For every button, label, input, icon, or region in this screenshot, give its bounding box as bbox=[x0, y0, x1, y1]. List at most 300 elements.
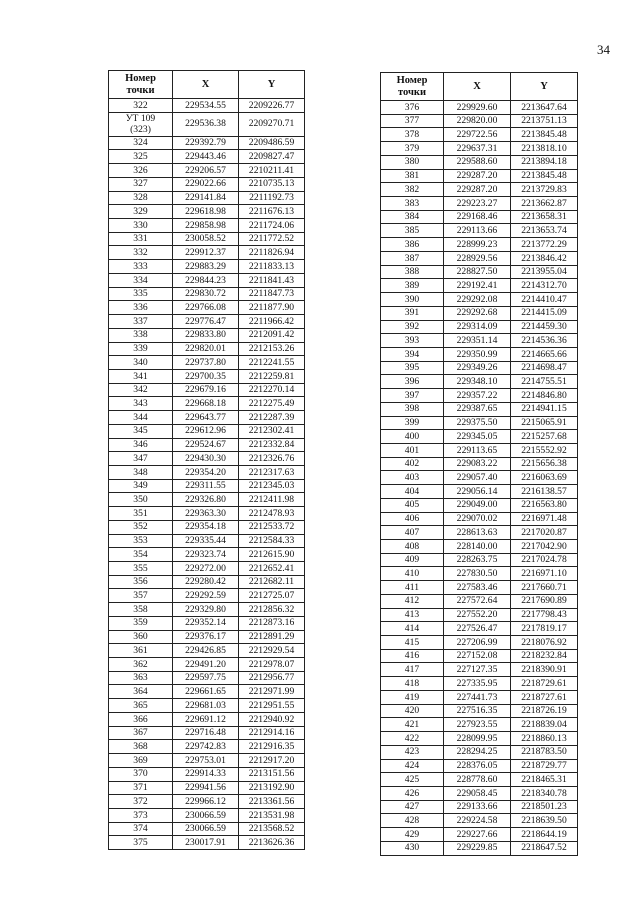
cell-y: 2213751.13 bbox=[511, 114, 578, 128]
table-row bbox=[109, 589, 305, 603]
cell-x: 229491.20 bbox=[173, 658, 239, 672]
cell-y: 2212891.29 bbox=[239, 630, 305, 644]
cell-x: 228294.25 bbox=[444, 745, 511, 759]
cell-point-number: 389 bbox=[381, 279, 444, 293]
cell-point-number: 370 bbox=[109, 767, 173, 781]
cell-point-number: 371 bbox=[109, 781, 173, 795]
header-x: X bbox=[444, 73, 511, 101]
cell-point-number: 357 bbox=[109, 589, 173, 603]
cell-x: 228263.75 bbox=[444, 553, 511, 567]
table-row bbox=[109, 712, 305, 726]
cell-x: 229524.67 bbox=[173, 438, 239, 452]
cell-x: 229643.77 bbox=[173, 411, 239, 425]
cell-y: 2212951.55 bbox=[239, 699, 305, 713]
cell-point-number: 386 bbox=[381, 238, 444, 252]
cell-point-number: 430 bbox=[381, 841, 444, 855]
table-row bbox=[109, 438, 305, 452]
cell-point-number: 415 bbox=[381, 636, 444, 650]
cell-point-number: 377 bbox=[381, 114, 444, 128]
cell-y: 2212856.32 bbox=[239, 603, 305, 617]
cell-y: 2212584.33 bbox=[239, 534, 305, 548]
cell-y: 2218727.61 bbox=[511, 690, 578, 704]
cell-y: 2218501.23 bbox=[511, 800, 578, 814]
cell-point-number: 422 bbox=[381, 732, 444, 746]
cell-x: 228827.50 bbox=[444, 265, 511, 279]
cell-x: 229326.80 bbox=[173, 493, 239, 507]
cell-y: 2212345.03 bbox=[239, 479, 305, 493]
table-row bbox=[109, 99, 305, 113]
table-row bbox=[109, 658, 305, 672]
cell-y: 2214410.47 bbox=[511, 293, 578, 307]
table-row bbox=[109, 836, 305, 850]
cell-x: 229929.60 bbox=[444, 101, 511, 115]
cell-point-number: 394 bbox=[381, 347, 444, 361]
table-row bbox=[381, 347, 578, 361]
cell-x: 229883.29 bbox=[173, 260, 239, 274]
cell-x: 227206.99 bbox=[444, 636, 511, 650]
cell-x: 229329.80 bbox=[173, 603, 239, 617]
table-row bbox=[381, 306, 578, 320]
table-row bbox=[381, 101, 578, 115]
table-row bbox=[381, 594, 578, 608]
cell-point-number: 331 bbox=[109, 232, 173, 246]
cell-point-number: 332 bbox=[109, 246, 173, 260]
cell-y: 2214941.15 bbox=[511, 402, 578, 416]
cell-y: 2213818.10 bbox=[511, 142, 578, 156]
header-x: X bbox=[173, 71, 239, 99]
cell-y: 2210735.13 bbox=[239, 177, 305, 191]
cell-y: 2213662.87 bbox=[511, 197, 578, 211]
cell-point-number: 340 bbox=[109, 356, 173, 370]
cell-x: 229681.03 bbox=[173, 699, 239, 713]
cell-x: 229637.31 bbox=[444, 142, 511, 156]
table-row bbox=[109, 493, 305, 507]
cell-point-number: 374 bbox=[109, 822, 173, 836]
table-row bbox=[381, 197, 578, 211]
table-row bbox=[109, 315, 305, 329]
table-row bbox=[381, 183, 578, 197]
table-row bbox=[109, 397, 305, 411]
cell-point-number: 345 bbox=[109, 424, 173, 438]
table-row bbox=[109, 685, 305, 699]
cell-point-number: 418 bbox=[381, 677, 444, 691]
cell-x: 229820.00 bbox=[444, 114, 511, 128]
cell-x: 229363.30 bbox=[173, 507, 239, 521]
cell-x: 229280.42 bbox=[173, 575, 239, 589]
table-row bbox=[109, 219, 305, 233]
cell-x: 229742.83 bbox=[173, 740, 239, 754]
cell-point-number: 412 bbox=[381, 594, 444, 608]
cell-point-number: 335 bbox=[109, 287, 173, 301]
cell-y: 2218726.19 bbox=[511, 704, 578, 718]
cell-y: 2212873.16 bbox=[239, 616, 305, 630]
cell-point-number: 387 bbox=[381, 251, 444, 265]
table-row bbox=[109, 726, 305, 740]
cell-y: 2213955.04 bbox=[511, 265, 578, 279]
cell-x: 229534.55 bbox=[173, 99, 239, 113]
cell-x: 229287.20 bbox=[444, 183, 511, 197]
cell-point-number: 359 bbox=[109, 616, 173, 630]
cell-x: 228376.05 bbox=[444, 759, 511, 773]
cell-x: 229083.22 bbox=[444, 457, 511, 471]
table-row bbox=[381, 224, 578, 238]
cell-y: 2214665.66 bbox=[511, 347, 578, 361]
cell-point-number: 360 bbox=[109, 630, 173, 644]
cell-x: 228778.60 bbox=[444, 773, 511, 787]
cell-x: 229597.75 bbox=[173, 671, 239, 685]
table-row bbox=[109, 411, 305, 425]
table-row bbox=[381, 210, 578, 224]
page-number: 34 bbox=[597, 42, 610, 57]
cell-y: 2213845.48 bbox=[511, 128, 578, 142]
table-row bbox=[381, 471, 578, 485]
table-row bbox=[381, 732, 578, 746]
table-row bbox=[381, 169, 578, 183]
cell-y: 2212287.39 bbox=[239, 411, 305, 425]
cell-y: 2212533.72 bbox=[239, 520, 305, 534]
cell-x: 229229.85 bbox=[444, 841, 511, 855]
cell-point-number: 337 bbox=[109, 315, 173, 329]
table-row bbox=[109, 520, 305, 534]
table-row bbox=[109, 191, 305, 205]
cell-x: 229070.02 bbox=[444, 512, 511, 526]
cell-x: 229668.18 bbox=[173, 397, 239, 411]
table-row bbox=[109, 112, 305, 136]
cell-point-number: 346 bbox=[109, 438, 173, 452]
table-row bbox=[381, 114, 578, 128]
table-row bbox=[381, 485, 578, 499]
table-row bbox=[381, 361, 578, 375]
cell-point-number: 322 bbox=[109, 99, 173, 113]
table-row bbox=[381, 690, 578, 704]
table-row bbox=[109, 177, 305, 191]
table-row bbox=[381, 512, 578, 526]
table-row bbox=[381, 457, 578, 471]
cell-y: 2215656.38 bbox=[511, 457, 578, 471]
cell-y: 2211847.73 bbox=[239, 287, 305, 301]
cell-x: 229914.33 bbox=[173, 767, 239, 781]
table-row bbox=[381, 279, 578, 293]
cell-y: 2212302.41 bbox=[239, 424, 305, 438]
cell-point-number: 390 bbox=[381, 293, 444, 307]
table-row bbox=[381, 251, 578, 265]
cell-point-number: 419 bbox=[381, 690, 444, 704]
cell-point-number: 392 bbox=[381, 320, 444, 334]
cell-point-number: 353 bbox=[109, 534, 173, 548]
table-row bbox=[109, 287, 305, 301]
header-point-number: Номер точки bbox=[109, 71, 173, 99]
cell-y: 2216971.48 bbox=[511, 512, 578, 526]
table-row bbox=[109, 795, 305, 809]
cell-y: 2212914.16 bbox=[239, 726, 305, 740]
table-row bbox=[381, 402, 578, 416]
cell-point-number: 414 bbox=[381, 622, 444, 636]
table-row bbox=[381, 389, 578, 403]
cell-point-number: 333 bbox=[109, 260, 173, 274]
table-row bbox=[381, 320, 578, 334]
table-row bbox=[381, 238, 578, 252]
cell-point-number: 400 bbox=[381, 430, 444, 444]
cell-x: 229292.08 bbox=[444, 293, 511, 307]
cell-y: 2212725.07 bbox=[239, 589, 305, 603]
cell-y: 2211826.94 bbox=[239, 246, 305, 260]
cell-point-number: 405 bbox=[381, 498, 444, 512]
cell-point-number: 355 bbox=[109, 562, 173, 576]
cell-y: 2215065.91 bbox=[511, 416, 578, 430]
cell-y: 2212270.14 bbox=[239, 383, 305, 397]
table-row bbox=[381, 553, 578, 567]
table-row bbox=[381, 375, 578, 389]
cell-point-number: 328 bbox=[109, 191, 173, 205]
cell-y: 2214846.80 bbox=[511, 389, 578, 403]
cell-x: 229820.01 bbox=[173, 342, 239, 356]
cell-point-number: 349 bbox=[109, 479, 173, 493]
table-row bbox=[381, 142, 578, 156]
cell-x: 227526.47 bbox=[444, 622, 511, 636]
table-row bbox=[381, 759, 578, 773]
table-row bbox=[381, 265, 578, 279]
cell-point-number: 407 bbox=[381, 526, 444, 540]
cell-x: 229722.56 bbox=[444, 128, 511, 142]
coordinates-table-right bbox=[380, 72, 578, 856]
cell-y: 2211841.43 bbox=[239, 273, 305, 287]
table-row bbox=[109, 644, 305, 658]
cell-x: 229830.72 bbox=[173, 287, 239, 301]
cell-x: 229858.98 bbox=[173, 219, 239, 233]
cell-y: 2214459.30 bbox=[511, 320, 578, 334]
table-row bbox=[381, 828, 578, 842]
cell-x: 227572.64 bbox=[444, 594, 511, 608]
header-y: Y bbox=[239, 71, 305, 99]
cell-point-number: 421 bbox=[381, 718, 444, 732]
cell-y: 2214536.36 bbox=[511, 334, 578, 348]
cell-y: 2213653.74 bbox=[511, 224, 578, 238]
cell-y: 2211877.90 bbox=[239, 301, 305, 315]
cell-x: 230066.59 bbox=[173, 808, 239, 822]
cell-x: 230017.91 bbox=[173, 836, 239, 850]
cell-y: 2218465.31 bbox=[511, 773, 578, 787]
table-row bbox=[109, 671, 305, 685]
cell-y: 2217042.90 bbox=[511, 540, 578, 554]
table-row bbox=[381, 704, 578, 718]
cell-y: 2209486.59 bbox=[239, 136, 305, 150]
table-row bbox=[381, 745, 578, 759]
cell-y: 2212682.11 bbox=[239, 575, 305, 589]
cell-point-number: 385 bbox=[381, 224, 444, 238]
cell-point-number: 329 bbox=[109, 205, 173, 219]
table-row bbox=[381, 581, 578, 595]
cell-y: 2218076.92 bbox=[511, 636, 578, 650]
cell-y: 2218729.77 bbox=[511, 759, 578, 773]
cell-point-number: 408 bbox=[381, 540, 444, 554]
cell-x: 229392.79 bbox=[173, 136, 239, 150]
cell-x: 229443.46 bbox=[173, 150, 239, 164]
cell-y: 2216138.57 bbox=[511, 485, 578, 499]
cell-point-number: 383 bbox=[381, 197, 444, 211]
cell-y: 2218783.50 bbox=[511, 745, 578, 759]
table-row bbox=[381, 498, 578, 512]
cell-point-number: 326 bbox=[109, 164, 173, 178]
table-row bbox=[109, 452, 305, 466]
cell-point-number: 368 bbox=[109, 740, 173, 754]
cell-x: 228099.95 bbox=[444, 732, 511, 746]
cell-x: 229661.65 bbox=[173, 685, 239, 699]
table-row bbox=[381, 814, 578, 828]
table-header-row bbox=[381, 73, 578, 101]
cell-point-number: 409 bbox=[381, 553, 444, 567]
cell-x: 229311.55 bbox=[173, 479, 239, 493]
table-row bbox=[109, 342, 305, 356]
table-row bbox=[109, 260, 305, 274]
cell-point-number: 347 bbox=[109, 452, 173, 466]
table-row bbox=[109, 616, 305, 630]
table-row bbox=[109, 575, 305, 589]
cell-y: 2214415.09 bbox=[511, 306, 578, 320]
cell-point-number: 379 bbox=[381, 142, 444, 156]
table-row bbox=[381, 443, 578, 457]
table-row bbox=[381, 567, 578, 581]
table-row bbox=[109, 507, 305, 521]
cell-y: 2212917.20 bbox=[239, 754, 305, 768]
table-row bbox=[109, 630, 305, 644]
table-row bbox=[109, 808, 305, 822]
cell-point-number: 426 bbox=[381, 786, 444, 800]
cell-x: 228999.23 bbox=[444, 238, 511, 252]
cell-x: 229227.66 bbox=[444, 828, 511, 842]
table-row bbox=[109, 246, 305, 260]
cell-point-number: 363 bbox=[109, 671, 173, 685]
cell-y: 2216063.69 bbox=[511, 471, 578, 485]
cell-y: 2212971.99 bbox=[239, 685, 305, 699]
cell-x: 229588.60 bbox=[444, 155, 511, 169]
cell-x: 229058.45 bbox=[444, 786, 511, 800]
cell-point-number: 354 bbox=[109, 548, 173, 562]
cell-point-number: 380 bbox=[381, 155, 444, 169]
cell-x: 229354.18 bbox=[173, 520, 239, 534]
cell-y: 2211724.06 bbox=[239, 219, 305, 233]
cell-y: 2213772.29 bbox=[511, 238, 578, 252]
cell-y: 2214312.70 bbox=[511, 279, 578, 293]
cell-y: 2217660.71 bbox=[511, 581, 578, 595]
cell-x: 229691.12 bbox=[173, 712, 239, 726]
table-row bbox=[109, 136, 305, 150]
cell-y: 2218340.78 bbox=[511, 786, 578, 800]
cell-y: 2212615.90 bbox=[239, 548, 305, 562]
cell-point-number: 344 bbox=[109, 411, 173, 425]
table-row bbox=[381, 786, 578, 800]
cell-x: 229345.05 bbox=[444, 430, 511, 444]
cell-x: 229272.00 bbox=[173, 562, 239, 576]
cell-point-number: 413 bbox=[381, 608, 444, 622]
cell-y: 2212940.92 bbox=[239, 712, 305, 726]
cell-point-number: 365 bbox=[109, 699, 173, 713]
cell-point-number: 341 bbox=[109, 369, 173, 383]
table-row bbox=[109, 822, 305, 836]
cell-x: 227127.35 bbox=[444, 663, 511, 677]
cell-x: 230066.59 bbox=[173, 822, 239, 836]
cell-point-number: 324 bbox=[109, 136, 173, 150]
cell-x: 227152.08 bbox=[444, 649, 511, 663]
table-row bbox=[381, 841, 578, 855]
cell-point-number: 372 bbox=[109, 795, 173, 809]
cell-y: 2213894.18 bbox=[511, 155, 578, 169]
table-row bbox=[381, 155, 578, 169]
cell-x: 229716.48 bbox=[173, 726, 239, 740]
table-row bbox=[109, 383, 305, 397]
table-row bbox=[109, 328, 305, 342]
cell-y: 2213626.36 bbox=[239, 836, 305, 850]
cell-point-number: 428 bbox=[381, 814, 444, 828]
table-row bbox=[381, 128, 578, 142]
cell-y: 2212929.54 bbox=[239, 644, 305, 658]
cell-point-number: 395 bbox=[381, 361, 444, 375]
cell-y: 2213531.98 bbox=[239, 808, 305, 822]
cell-point-number: 367 bbox=[109, 726, 173, 740]
cell-x: 229941.56 bbox=[173, 781, 239, 795]
cell-y: 2213729.83 bbox=[511, 183, 578, 197]
cell-point-number: 327 bbox=[109, 177, 173, 191]
cell-x: 227516.35 bbox=[444, 704, 511, 718]
cell-y: 2217798.43 bbox=[511, 608, 578, 622]
cell-point-number: 393 bbox=[381, 334, 444, 348]
cell-point-number: 338 bbox=[109, 328, 173, 342]
cell-y: 2212956.77 bbox=[239, 671, 305, 685]
cell-point-number: 416 bbox=[381, 649, 444, 663]
cell-x: 227923.55 bbox=[444, 718, 511, 732]
cell-x: 229376.17 bbox=[173, 630, 239, 644]
cell-y: 2212259.81 bbox=[239, 369, 305, 383]
header-y: Y bbox=[511, 73, 578, 101]
table-row bbox=[381, 649, 578, 663]
cell-y: 2212153.26 bbox=[239, 342, 305, 356]
cell-point-number: 334 bbox=[109, 273, 173, 287]
cell-point-number: 362 bbox=[109, 658, 173, 672]
cell-x: 229314.09 bbox=[444, 320, 511, 334]
cell-point-number: 352 bbox=[109, 520, 173, 534]
table-row bbox=[109, 781, 305, 795]
cell-x: 229287.20 bbox=[444, 169, 511, 183]
cell-x: 229192.41 bbox=[444, 279, 511, 293]
cell-y: 2212317.63 bbox=[239, 465, 305, 479]
table-row bbox=[109, 356, 305, 370]
cell-point-number: 401 bbox=[381, 443, 444, 457]
table-row bbox=[109, 740, 305, 754]
cell-y: 2212275.49 bbox=[239, 397, 305, 411]
cell-point-number: 351 bbox=[109, 507, 173, 521]
cell-x: 228929.56 bbox=[444, 251, 511, 265]
cell-y: 2212411.98 bbox=[239, 493, 305, 507]
cell-x: 229352.14 bbox=[173, 616, 239, 630]
cell-point-number: 376 bbox=[381, 101, 444, 115]
cell-y: 2211676.13 bbox=[239, 205, 305, 219]
cell-point-number: 404 bbox=[381, 485, 444, 499]
cell-x: 229141.84 bbox=[173, 191, 239, 205]
cell-point-number: 425 bbox=[381, 773, 444, 787]
cell-x: 227441.73 bbox=[444, 690, 511, 704]
cell-y: 2218639.50 bbox=[511, 814, 578, 828]
table-row bbox=[109, 479, 305, 493]
table-row bbox=[109, 767, 305, 781]
table-row bbox=[381, 773, 578, 787]
cell-x: 229426.85 bbox=[173, 644, 239, 658]
cell-point-number: 378 bbox=[381, 128, 444, 142]
cell-x: 229357.22 bbox=[444, 389, 511, 403]
table-row bbox=[109, 273, 305, 287]
cell-point-number: 410 bbox=[381, 567, 444, 581]
cell-point-number: 382 bbox=[381, 183, 444, 197]
cell-y: 2211192.73 bbox=[239, 191, 305, 205]
cell-x: 229223.27 bbox=[444, 197, 511, 211]
